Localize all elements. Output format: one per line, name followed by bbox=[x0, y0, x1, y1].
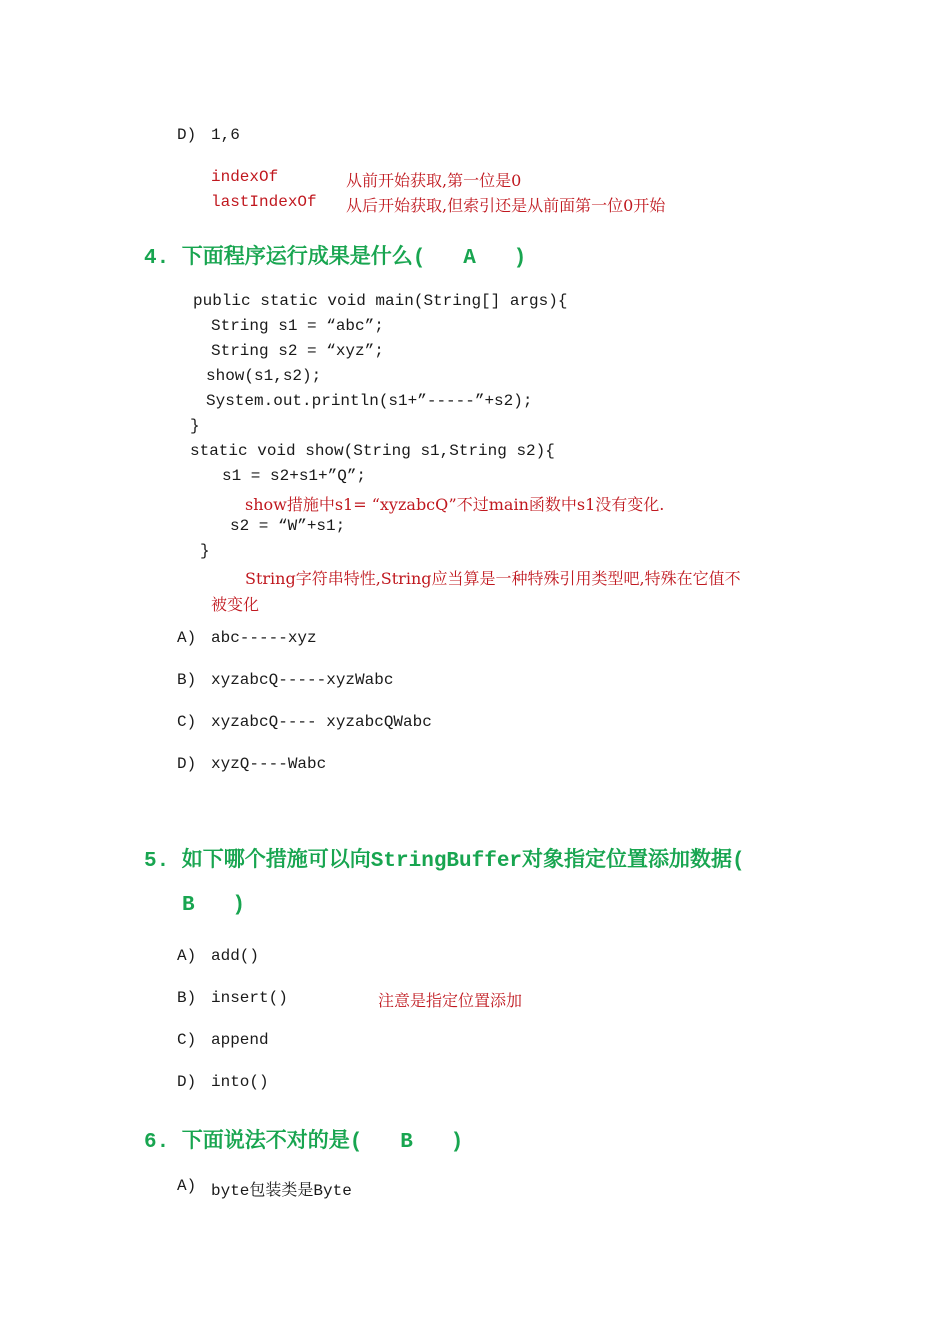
code-line: System.out.println(s1+”-----”+s2); bbox=[206, 392, 533, 410]
option-label: D) bbox=[177, 1073, 197, 1091]
code-line: String s2 = “xyz”; bbox=[211, 342, 384, 360]
note-string-line1: String字符串特性,String应当算是一种特殊引用类型吧,特殊在它值不 bbox=[245, 569, 741, 588]
question-5-answer: B ) bbox=[182, 894, 246, 917]
note-indexof-desc: 从前开始获取,第一位是0 bbox=[346, 171, 522, 190]
code-line: static void show(String s1,String s2){ bbox=[190, 442, 555, 460]
note-show: show措施中s1= “xyzabcQ”不过main函数中s1没有变化. bbox=[245, 495, 665, 514]
option-label: A) bbox=[177, 629, 197, 647]
option-label: C) bbox=[177, 1031, 197, 1049]
code-line: show(s1,s2); bbox=[206, 367, 322, 385]
option-text: byte包装类是Byte bbox=[211, 1182, 352, 1200]
option-d-label: D) bbox=[177, 126, 197, 144]
option-text: into() bbox=[211, 1073, 269, 1091]
code-line: String s1 = “abc”; bbox=[211, 317, 384, 335]
code-line: } bbox=[190, 417, 200, 435]
option-text: xyzQ----Wabc bbox=[211, 755, 327, 773]
option-text: xyzabcQ-----xyzWabc bbox=[211, 671, 394, 689]
question-4-title: 4. 下面程序运行成果是什么( A ) bbox=[144, 247, 527, 270]
note-lastindexof: lastIndexOf bbox=[211, 193, 317, 211]
option-label: A) bbox=[177, 947, 197, 965]
option-text: abc-----xyz bbox=[211, 629, 317, 647]
option-text: insert() bbox=[211, 989, 288, 1007]
option-label: B) bbox=[177, 989, 197, 1007]
note-string-line2: 被变化 bbox=[211, 595, 260, 614]
note-insert: 注意是指定位置添加 bbox=[378, 991, 523, 1010]
note-indexof: indexOf bbox=[211, 168, 279, 186]
question-6-title: 6. 下面说法不对的是( B ) bbox=[144, 1131, 464, 1154]
code-line: public static void main(String[] args){ bbox=[193, 292, 568, 310]
question-5-title: 5. 如下哪个措施可以向StringBuffer对象指定位置添加数据( bbox=[144, 850, 745, 873]
option-text: xyzabcQ---- xyzabcQWabc bbox=[211, 713, 432, 731]
note-lastindexof-desc: 从后开始获取,但索引还是从前面第一位0开始 bbox=[346, 196, 666, 215]
code-line: } bbox=[200, 542, 210, 560]
option-label: B) bbox=[177, 671, 197, 689]
option-text: append bbox=[211, 1031, 269, 1049]
option-text: add() bbox=[211, 947, 260, 965]
code-line: s2 = “W”+s1; bbox=[230, 517, 346, 535]
option-label: C) bbox=[177, 713, 197, 731]
option-d-text: 1,6 bbox=[211, 126, 240, 144]
option-label: D) bbox=[177, 755, 197, 773]
option-label: A) bbox=[177, 1177, 197, 1195]
code-line: s1 = s2+s1+”Q”; bbox=[222, 467, 367, 485]
